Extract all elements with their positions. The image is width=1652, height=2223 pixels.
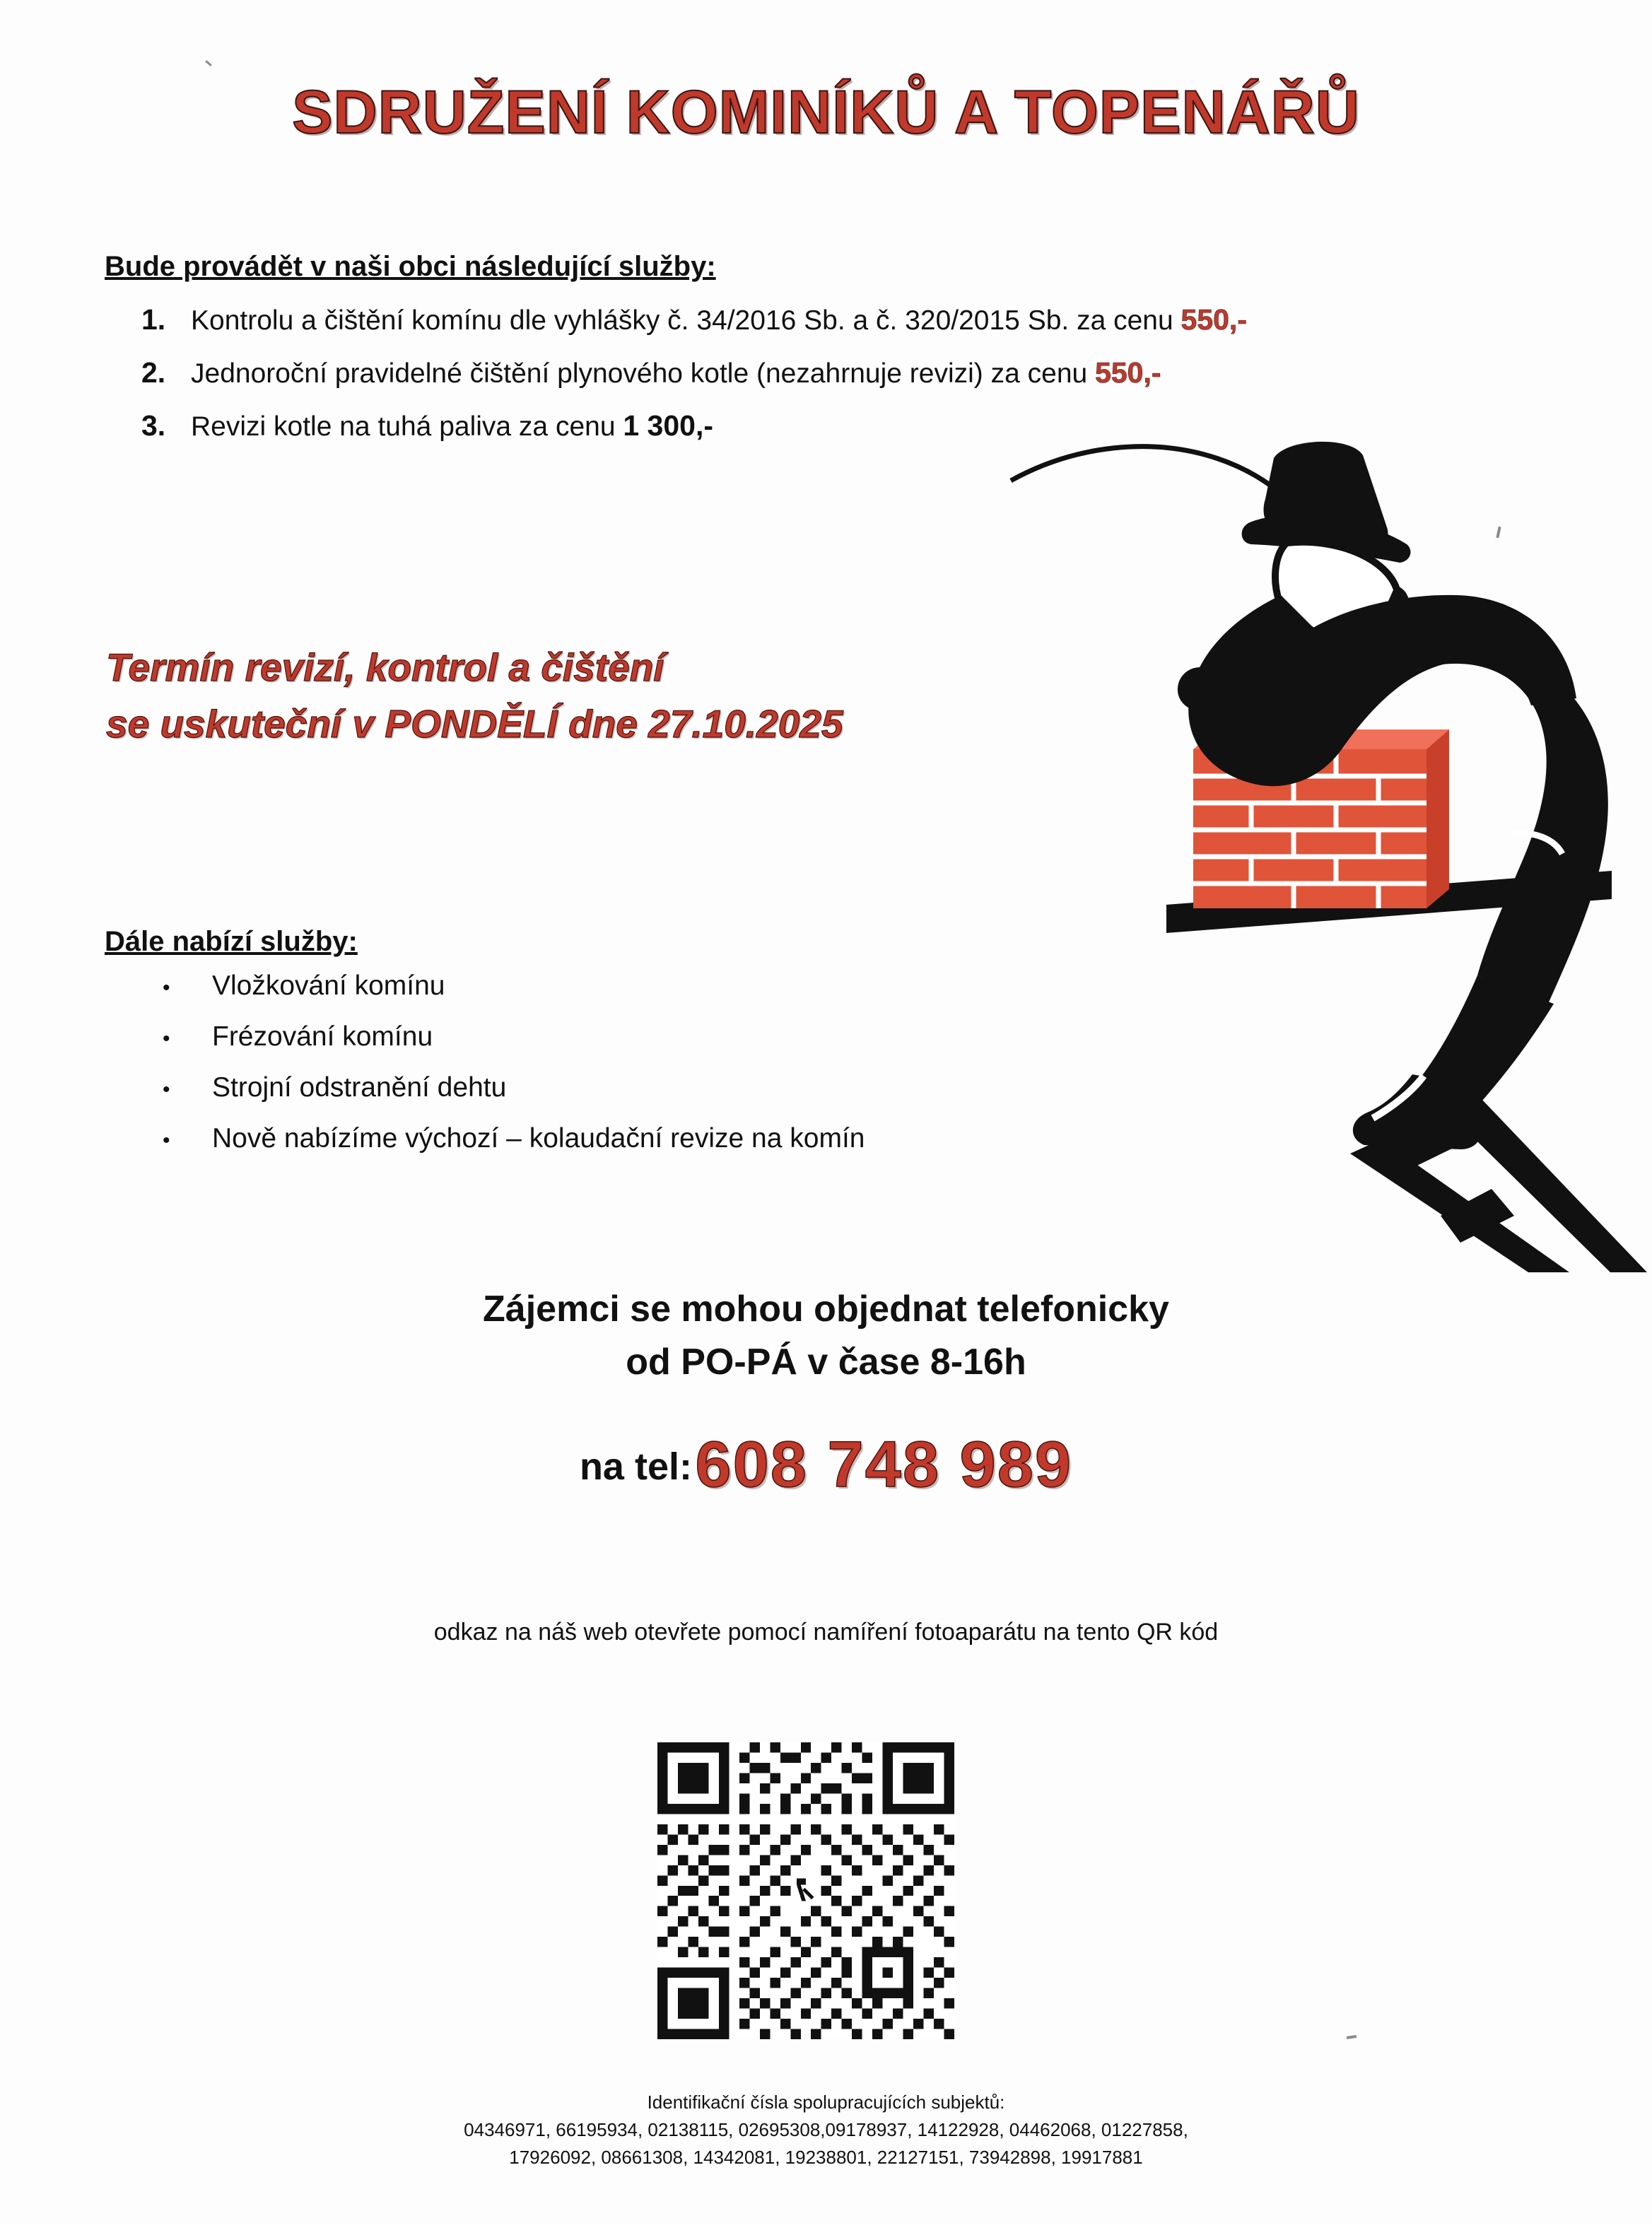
list-item — [163, 972, 1223, 999]
date-line-1: Termín revizí, kontrol a čištění — [106, 645, 664, 689]
list-item-price: 1 300,- — [623, 409, 714, 442]
footer-line-1: Identifikační čísla spolupracujících subjektů: — [647, 2092, 1005, 2113]
date-line-2: se uskuteční v PONDĚLÍ dne 27.10.2025 — [106, 701, 843, 746]
list-item-price: 550,- — [1095, 356, 1161, 389]
list-item-label: Strojní odstranění dehtu — [212, 1072, 507, 1103]
footer — [0, 2089, 1652, 2171]
qr-caption: odkaz na náš web otevřete pomocí namíření fotoaparátu na tento QR kód — [433, 1619, 1219, 1646]
list-item-number: 3. — [141, 409, 166, 442]
list-item-number: 2. — [141, 356, 166, 389]
page-title: SDRUŽENÍ KOMINÍKŮ A TOPENÁŘŮ — [292, 78, 1360, 146]
scan-speck — [1347, 2035, 1357, 2039]
cta-line-2: od PO-PÁ v čase 8-16h — [626, 1342, 1026, 1383]
bullet-icon: • — [163, 1027, 170, 1050]
phone-row — [0, 1428, 1652, 1502]
bullet-icon: • — [163, 1078, 170, 1101]
services-heading: Bude provádět v naši obci následující služby: — [105, 251, 716, 282]
list-item — [141, 305, 1414, 334]
list-item-price: 550,- — [1181, 303, 1247, 336]
phone-number[interactable]: 608 748 989 — [695, 1429, 1073, 1501]
list-item — [141, 411, 1414, 440]
cta-line-1: Zájemci se mohou objednat telefonicky — [483, 1289, 1169, 1330]
date-highlight — [106, 640, 1025, 753]
call-to-action — [0, 1283, 1652, 1390]
list-item-number: 1. — [141, 303, 166, 336]
phone-label: na tel: — [579, 1445, 692, 1488]
footer-line-3: 17926092, 08661308, 14342081, 19238801, 22127151, 73942898, 19917881 — [509, 2147, 1143, 2168]
scan-speck — [205, 60, 212, 66]
list-item — [141, 358, 1414, 387]
more-services-list — [163, 972, 1223, 1175]
list-item-label: Frézování komínu — [212, 1021, 433, 1052]
list-item-body: Jednoroční pravidelné čištění plynového kotle (nezahrnuje revizi) za cenu — [191, 358, 1096, 389]
list-item-label: Nově nabízíme výchozí – kolaudační revize na komín — [212, 1123, 865, 1154]
list-item — [163, 1023, 1223, 1050]
list-item — [163, 1125, 1223, 1152]
list-item-text — [191, 358, 1414, 387]
more-services-heading: Dále nabízí služby: — [105, 926, 358, 957]
list-item-body: Revizi kotle na tuhá paliva za cenu — [191, 411, 623, 442]
list-item-label: Vložkování komínu — [212, 970, 445, 1001]
bullet-icon: • — [163, 1129, 170, 1152]
list-item — [163, 1074, 1223, 1101]
footer-line-2: 04346971, 66195934, 02138115, 02695308,09178937, 14122928, 04462068, 01227858, — [464, 2119, 1188, 2140]
list-item-text — [191, 305, 1414, 334]
list-item-text — [191, 411, 1414, 440]
qr-code[interactable] — [657, 1742, 954, 2039]
bullet-icon: • — [163, 976, 170, 999]
list-item-body: Kontrolu a čištění komínu dle vyhlášky č. 34/2016 Sb. a č. 320/2015 Sb. za cenu — [191, 305, 1181, 336]
